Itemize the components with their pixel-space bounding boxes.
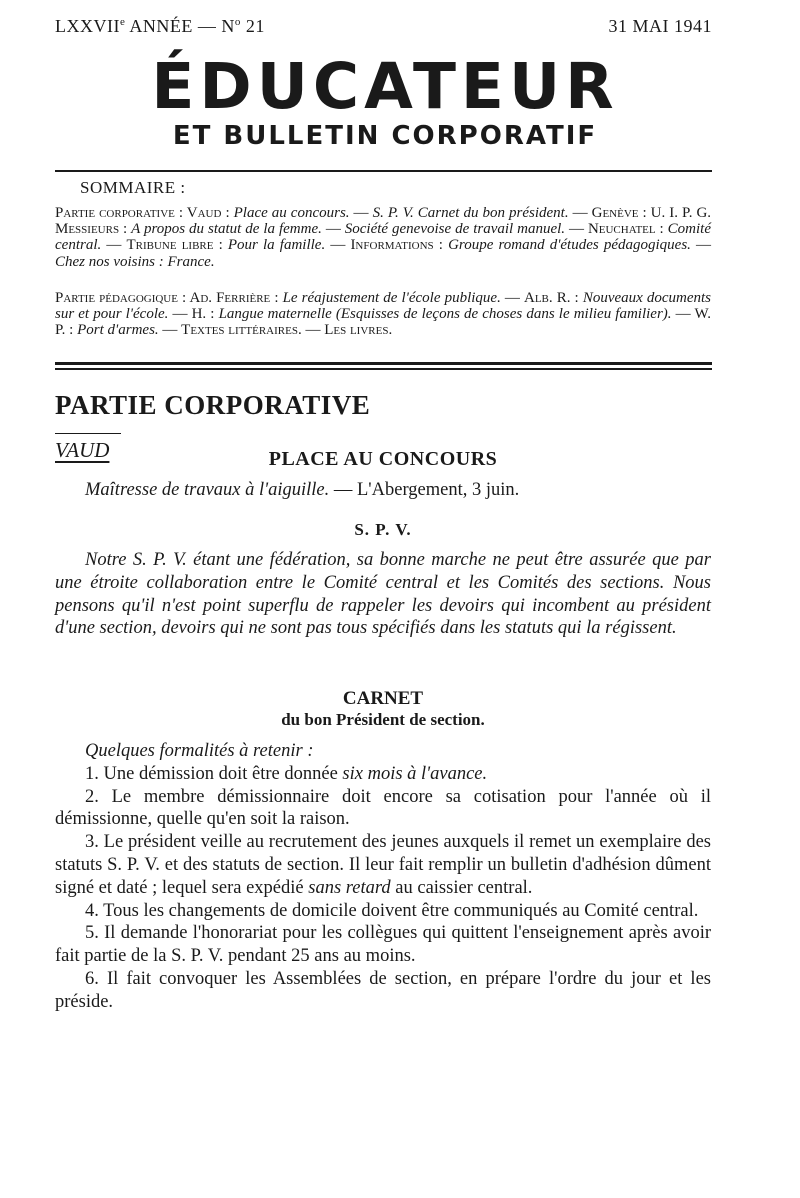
carnet-list (55, 740, 711, 1014)
heading-carnet: CARNET (342, 688, 424, 709)
heading-spv: S. P. V. (354, 520, 412, 539)
list-intro: Quelques formalités à retenir : (85, 741, 314, 761)
sommaire-block-pedagogique: Partie pédagogique : Ad. Ferrière : Le réajustement de l'école publique. — Alb. R. : Nouveaux documents sur et pour l'école. — H. : Langue maternelle (Esquisses de leçons de choses dans le milieu familier). — W. P. : Port d'armes. — Textes littéraires. — Les livres. (55, 290, 712, 339)
spv-paragraph: Notre S. P. V. étant une fédération, sa bonne marche ne peut être assurée que par une étroite collaboration entre le Comité central et les Comités des sections. Nous pensons qu'il n'est point superflu de rappeler les devoirs qui incombent au président d'une section, devoirs qui ne sont pas tous spécifiés dans les statuts qui la régissent. (55, 550, 711, 639)
masthead-title: ÉDUCATEUR (151, 50, 619, 123)
list-item: 4. Tous les changements de domicile doivent être communiqués au Comité central. (85, 900, 699, 921)
masthead-subtitle: ET BULLETIN CORPORATIF (172, 121, 598, 151)
sommaire-title: SOMMAIRE : (80, 178, 186, 197)
place-announcement: Maîtresse de travaux à l'aiguille. — L'Abergement, 3 juin. (85, 480, 520, 500)
list-item: 6. Il fait convoquer les Assemblées de section, en prépare l'ordre du jour et les préside. (55, 968, 711, 1012)
issue-date: 31 MAI 1941 (608, 16, 712, 36)
divider-double-top (55, 362, 712, 365)
heading-carnet-subtitle: du bon Président de section. (281, 710, 485, 729)
region-rule (55, 433, 121, 434)
list-item: 2. Le membre démissionnaire doit encore sa cotisation pour l'année où il démissionne, quelle qu'en soit la raison. (55, 786, 711, 830)
divider (55, 170, 712, 172)
region-label: VAUD (55, 438, 110, 462)
list-item: 3. Le président veille au recrutement des jeunes auxquels il remet un exemplaire des statuts S. P. V. et des statuts de section. Il leur fait remplir un bulletin d'adhésion dûment signé et daté ; lequel sera expédié sans retard au caissier central. (55, 832, 711, 898)
section-title: PARTIE CORPORATIVE (55, 390, 371, 420)
issue-number: LXXVIIe ANNÉE — $N^o$ 21 (55, 16, 265, 36)
sommaire-block-corporative: Partie corporative : Vaud : Place au concours. — S. P. V. Carnet du bon président. — Genève : U. I. P. G. Messieurs : A propos du statut de la femme. — Société genevoise de travail manuel. — Neuchatel : Comité central. — Tribune libre : Pour la famille. — Informations : Groupe romand d'études pédagogiques. — Chez nos voisins : France. (55, 205, 712, 270)
list-item: 5. Il demande l'honorariat pour les collègues qui quittent l'enseignement après avoir fait partie de la S. P. V. pendant 25 ans au moins. (55, 923, 711, 967)
issue-line (55, 16, 712, 42)
divider-double-bottom (55, 368, 712, 370)
list-item: 1. Une démission doit être donnée six mois à l'avance. (85, 763, 488, 784)
heading-place-au-concours: PLACE AU CONCOURS (268, 448, 498, 470)
